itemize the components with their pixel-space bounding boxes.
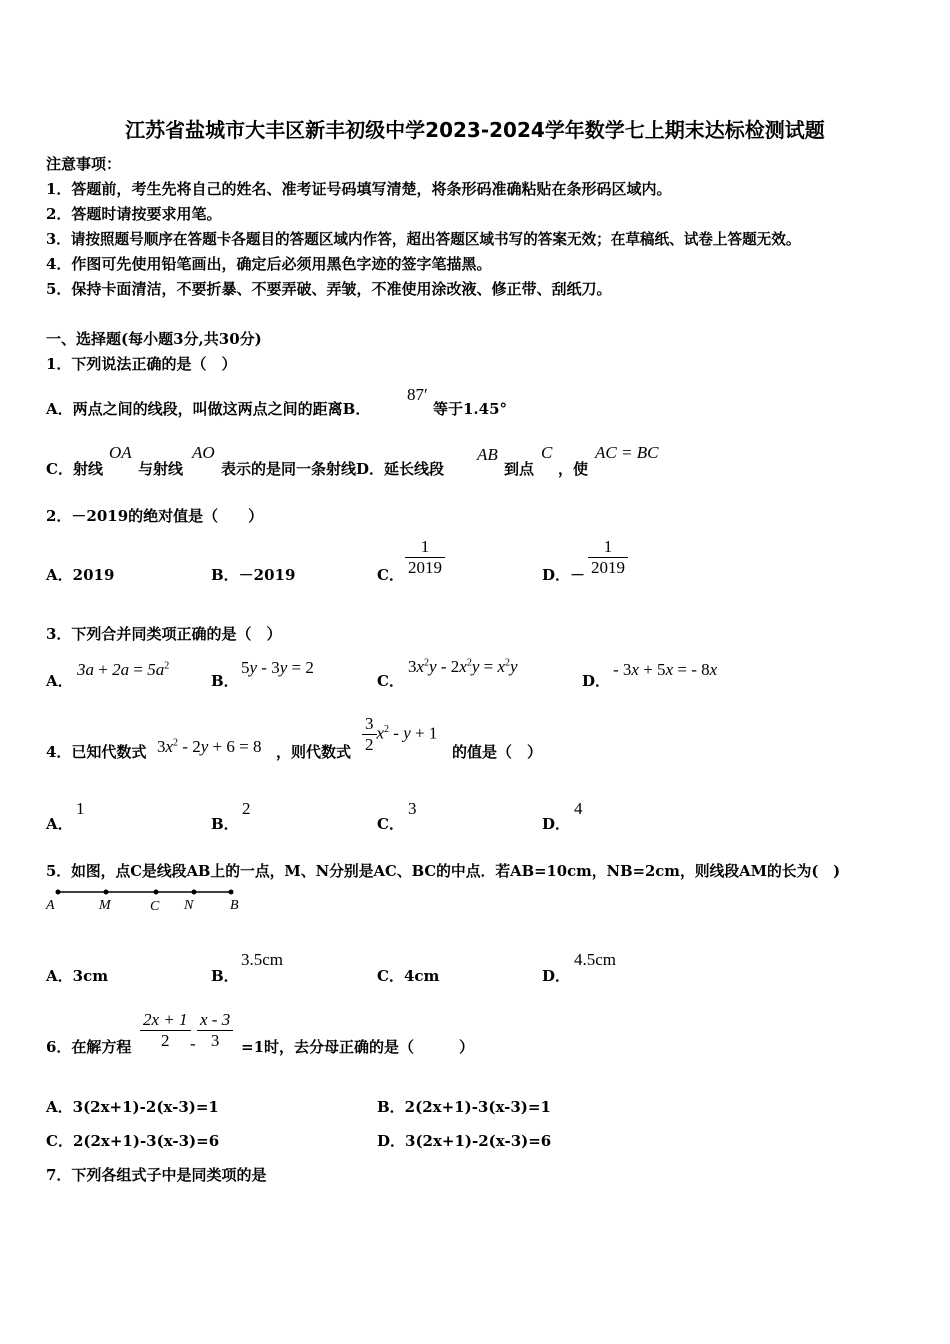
q6-minus-sign: - [190, 1034, 196, 1053]
q1-option-c-label: C．射线 [46, 460, 103, 478]
question-6-stem-b: =1时，去分母正确的是（ ） [241, 1038, 475, 1056]
question-5-stem: 5．如图，点C是线段AB上的一点，M、N分别是AC、BC的中点．若AB=10cm，NB=2cm，则线段AM的长为( ) [46, 863, 841, 880]
notice-item-4: 4．作图可先使用铅笔画出，确定后必须用黑色字迹的签字笔描黑。 [46, 255, 492, 273]
fraction-numerator: 2x + 1 [140, 1010, 191, 1031]
point-c-dot [154, 890, 159, 895]
section-heading: 一、选择题(每小题3分,共30分) [46, 330, 262, 348]
q3-option-d-label: D． [582, 672, 611, 690]
question-4-stem-a: 4．已知代数式 [46, 743, 147, 761]
q3-option-b-math: 5y - 3y = 2 [241, 658, 314, 677]
q6-fraction-2 [197, 1010, 233, 1051]
fraction-denominator: 3 [210, 1031, 220, 1050]
q1-text-ray: 与射线 [138, 460, 184, 478]
notice-heading: 注意事项： [46, 155, 122, 173]
notice-item-2: 2．答题时请按要求用笔。 [46, 205, 222, 223]
q2-option-c-label: C． [377, 566, 404, 584]
question-4-stem-b: ，则代数式 [276, 743, 352, 761]
q4-given-expression: $3x^2 - 2y + 6 = 8$ [157, 737, 262, 756]
q6-fraction-1 [140, 1010, 191, 1051]
q5-option-b-label: B． [211, 967, 239, 985]
fraction-denominator: 2 [161, 1031, 170, 1050]
q2-option-b: B．－2019 [211, 566, 296, 584]
point-label-m: M [99, 898, 111, 913]
question-2-stem: 2．－2019的绝对值是（ ） [46, 507, 264, 525]
point-m-dot [104, 890, 109, 895]
q4-option-c-value: 3 [408, 799, 417, 818]
q3-option-b-label: B． [211, 672, 239, 690]
question-3-stem: 3．下列合并同类项正确的是（ ） [46, 625, 282, 643]
q1-option-b-math: 87′ [407, 385, 428, 404]
question-1-stem: 1．下列说法正确的是（ ） [46, 355, 237, 373]
q4-option-b-label: B． [211, 815, 239, 833]
q2-option-d-fraction [588, 537, 628, 578]
fraction-denominator: 2019 [591, 558, 625, 577]
q4-option-d-value: 4 [574, 799, 583, 818]
q1-option-b-tail: 等于1.45° [433, 400, 508, 418]
q1-option-a-b-label: A．两点之间的线段，叫做这两点之间的距离B． [46, 400, 371, 418]
q2-option-c-fraction [405, 537, 445, 578]
q1-math-oa: OA [109, 443, 132, 462]
q3-option-c-math: $3x^2y - 2x^2y = x^2y$ [408, 657, 518, 676]
q6-option-b: B．2(2x+1)-3(x-3)=1 [377, 1098, 551, 1116]
question-4-stem-c: 的值是（ ） [452, 743, 543, 761]
q1-text-to-point: 到点 [504, 460, 535, 478]
q1-math-ao: AO [192, 443, 215, 462]
q3-option-a-math: $3a + 2a = 5a^2$ [77, 660, 170, 679]
q4-option-a-label: A． [46, 815, 73, 833]
q3-option-a-label: A． [46, 672, 73, 690]
notice-item-1: 1．答题前，考生先将自己的姓名、准考证号码填写清楚，将条形码准确粘贴在条形码区域内。 [46, 180, 672, 198]
q4-option-b-value: 2 [242, 799, 251, 818]
q1-text-same-ray: 表示的是同一条射线D．延长线段 [221, 460, 445, 478]
q4-option-a-value: 1 [76, 799, 85, 818]
q6-option-a: A．3(2x+1)-2(x-3)=1 [46, 1098, 219, 1116]
q1-text-make: ，使 [558, 460, 589, 478]
q4-target-expression: $\frac{3}{2}$ $x^2 - y + 1$ [362, 714, 437, 755]
fraction-denominator: 2019 [408, 558, 442, 577]
point-label-c: C [150, 899, 160, 914]
q5-option-b-value: 3.5cm [241, 950, 284, 969]
q6-option-c: C．2(2x+1)-3(x-3)=6 [46, 1132, 220, 1150]
q1-math-c: C [541, 443, 553, 462]
q4-option-c-label: C． [377, 815, 404, 833]
point-n-dot [192, 890, 197, 895]
notice-item-3: 3．请按照题号顺序在答题卡各题目的答题区域内作答，超出答题区域书写的答案无效；在草稿纸、试卷上答题无效。 [46, 231, 801, 248]
q1-math-ac-eq-bc: AC = BC [595, 443, 659, 462]
fraction-numerator: 3 [362, 714, 377, 735]
question-7-stem: 7．下列各组式子中是同类项的是 [46, 1166, 267, 1184]
fraction-numerator: x - 3 [197, 1010, 233, 1031]
q2-option-d-label: D．－ [542, 566, 586, 584]
point-b-dot [229, 890, 234, 895]
point-label-a: A [46, 898, 55, 913]
q3-option-d-math: - 3x + 5x = - 8x [613, 660, 718, 679]
q1-math-ab: AB [477, 445, 498, 464]
question-6-stem-a: 6．在解方程 [46, 1038, 132, 1056]
q3-option-c-label: C． [377, 672, 404, 690]
q5-option-d-label: D． [542, 967, 571, 985]
q5-option-d-value: 4.5cm [574, 950, 617, 969]
fraction-denominator: 2 [365, 735, 374, 754]
fraction-numerator: 1 [588, 537, 628, 558]
fraction-numerator: 1 [405, 537, 445, 558]
page-title: 江苏省盐城市大丰区新丰初级中学2023-2024学年数学七上期末达标检测试题 [125, 118, 825, 142]
q5-option-a: A．3cm [46, 967, 109, 985]
q2-option-a: A．2019 [46, 566, 115, 584]
q4-option-d-label: D． [542, 815, 571, 833]
point-label-b: B [230, 898, 239, 913]
notice-item-5: 5．保持卡面清洁，不要折暴、不要弄破、弄皱，不准使用涂改液、修正带、刮纸刀。 [46, 280, 612, 298]
line-segment-figure [44, 884, 244, 914]
point-a-dot [56, 890, 61, 895]
q6-option-d: D．3(2x+1)-2(x-3)=6 [377, 1132, 552, 1150]
q5-option-c: C．4cm [377, 967, 440, 985]
point-label-n: N [184, 898, 194, 913]
